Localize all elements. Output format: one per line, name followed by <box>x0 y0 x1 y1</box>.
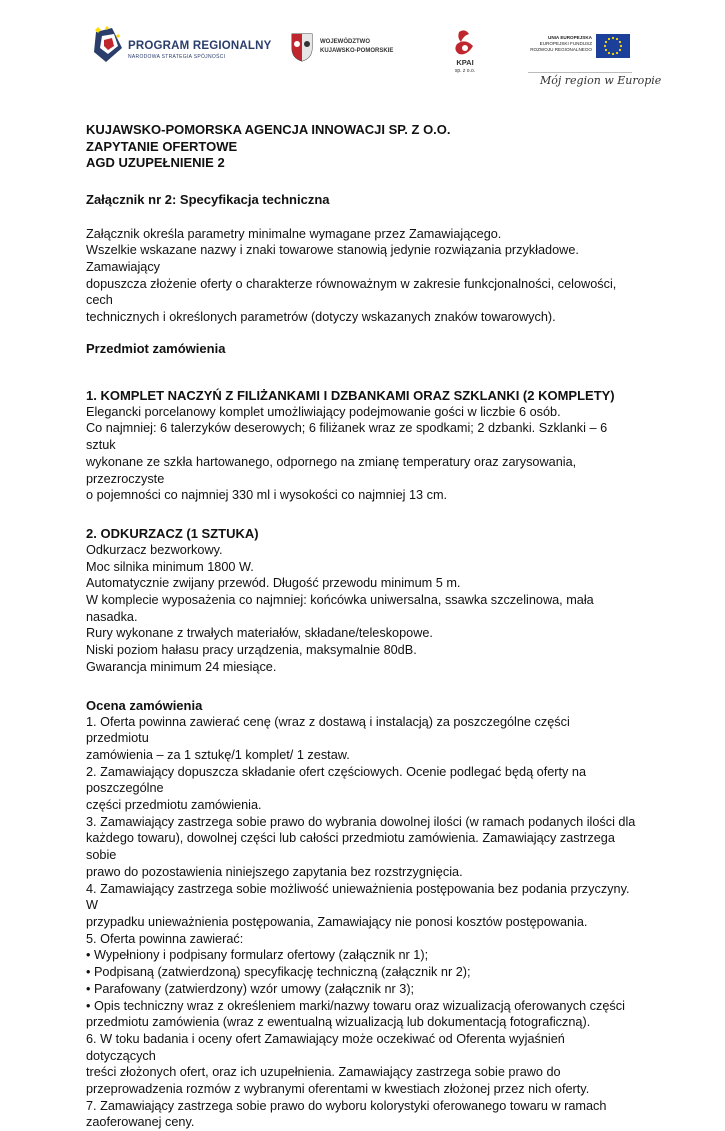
program-title: PROGRAM REGIONALNY <box>128 40 272 52</box>
item2-line: Moc silnika minimum 1800 W. <box>86 559 254 574</box>
wojewodztwo-line1: WOJEWÓDZTWO <box>320 39 370 45</box>
evaluation-line: 5. Oferta powinna zawierać: <box>86 931 244 946</box>
item1-heading: 1. KOMPLET NACZYŃ Z FILIŻANKAMI I DZBANKAMI ORAZ SZKLANKI (2 KOMPLETY) <box>86 387 615 403</box>
item2-line: Gwarancja minimum 24 miesiące. <box>86 659 277 674</box>
evaluation-line: 7. Zamawiający zastrzega sobie prawo do wyboru kolorystyki oferowanego towaru w ramach <box>86 1098 607 1113</box>
ue-line2: EUROPEJSKI FUNDUSZ <box>539 41 592 46</box>
evaluation-line: części przedmiotu zamówienia. <box>86 798 262 813</box>
program-subtitle: NARODOWA STRATEGIA SPÓJNOŚCI <box>128 54 226 60</box>
evaluation-line: prawo do pozostawienia niniejszego zapytania bez rozstrzygnięcia. <box>86 864 463 879</box>
program-regionalny-logo <box>92 26 272 66</box>
item2-section <box>86 526 636 676</box>
evaluation-bullet-line: • Podpisaną (zatwierdzoną) specyfikację techniczną (załącznik nr 2); <box>86 964 636 981</box>
document-content <box>86 118 636 1131</box>
document-header <box>86 122 636 172</box>
evaluation-section <box>86 698 636 1131</box>
evaluation-bullet-line: • Wypełniony i podpisany formularz ofertowy (załącznik nr 1); <box>86 947 636 964</box>
item1-line: o pojemności co najmniej 330 ml i wysokości co najmniej 13 cm. <box>86 488 448 503</box>
ue-line3: ROZWOJU REGIONALNEGO <box>530 47 592 52</box>
wojewodztwo-text <box>320 38 393 56</box>
evaluation-line: przypadku unieważnienia postępowania, Zamawiający nie ponosi kosztów postępowania. <box>86 915 588 929</box>
subtitle-line: AGD UZUPEŁNIENIE 2 <box>86 155 225 170</box>
unia-europejska-logo <box>528 34 662 94</box>
ue-divider <box>528 72 632 73</box>
item1-line: Elegancki porcelanowy komplet umożliwiający podejmowanie gości w liczbie 6 osób. <box>86 404 561 419</box>
evaluation-bullet-line: • Opis techniczny wraz z określeniem marki/nazwy towaru oraz wizualizacją oferowanych części <box>86 998 636 1015</box>
item2-line: W komplecie wyposażenia co najmniej: końcówka uniwersalna, ssawka szczelinowa, mała nasadka. <box>86 593 594 624</box>
item2-line: Odkurzacz bezworkowy. <box>86 542 223 557</box>
title-line: ZAPYTANIE OFERTOWE <box>86 138 238 154</box>
evaluation-line: każdego towaru), dowolnej części lub całości przedmiotu zamówienia. Zamawiający zastrzega sobie <box>86 831 615 863</box>
item2-line: Automatycznie zwijany przewód. Długość przewodu minimum 5 m. <box>86 576 461 591</box>
evaluation-bullet-line: • Parafowany (zatwierdzony) wzór umowy (załącznik nr 3); <box>86 981 636 998</box>
item2-line: Rury wykonane z trwałych materiałów, składane/teleskopowe. <box>86 626 433 641</box>
evaluation-line: zaoferowanej ceny. <box>86 1115 195 1130</box>
evaluation-line: 2. Zamawiający dopuszcza składanie ofert częściowych. Ocenie podlegać będą oferty na poszczególne <box>86 764 587 796</box>
kpai-name: KPAI <box>456 58 474 67</box>
wojewodztwo-logo <box>290 32 420 66</box>
item1-line: wykonane ze szkła hartowanego, odpornego na zmianę temperatury oraz zarysowania, przezroczyste <box>86 454 577 486</box>
evaluation-line: 3. Zamawiający zastrzega sobie prawo do wybrania dowolnej ilości (w ramach podanych ilości dla <box>86 814 636 829</box>
subject-heading: Przedmiot zamówienia <box>86 340 226 356</box>
ue-line1: UNIA EUROPEJSKA <box>548 35 592 40</box>
org-line: KUJAWSKO-POMORSKA AGENCJA INNOWACJI SP. Z O.O. <box>86 122 451 137</box>
evaluation-line: 1. Oferta powinna zawierać cenę (wraz z dostawą i instalacją) za poszczególne części przedmiotu <box>86 714 570 746</box>
item1-section <box>86 388 636 504</box>
program-regionalny-emblem-icon <box>92 26 126 66</box>
evaluation-line: treści złożonych ofert, oraz ich uzupełnienia. Zamawiający zastrzega sobie prawo do <box>86 1065 561 1080</box>
intro-line: Wszelkie wskazane nazwy i znaki towarowe stanowią jedynie rozwiązania przykładowe. Zamawiający <box>86 243 579 274</box>
kpai-suffix: sp. z o.o. <box>454 68 476 74</box>
eu-flag-icon <box>596 34 630 58</box>
item2-heading: 2. ODKURZACZ (1 SZTUKA) <box>86 525 259 541</box>
wojewodztwo-line2: KUJAWSKO-POMORSKIE <box>320 48 394 54</box>
attachment-heading: Załącznik nr 2: Specyfikacja techniczna <box>86 191 330 207</box>
evaluation-lines <box>86 714 636 1131</box>
header-logos <box>0 0 725 100</box>
wojewodztwo-crest-icon <box>290 32 314 62</box>
evaluation-line: przeprowadzenia rozmów z wybranymi oferentami w kwestiach złożonej przez nich oferty. <box>86 1082 590 1097</box>
evaluation-line: 6. W toku badania i oceny ofert Zamawiający może oczekiwać od Oferenta wyjaśnień dotyczących <box>86 1031 565 1063</box>
kpai-emblem-icon <box>445 28 485 58</box>
intro-line: dopuszcza złożenie oferty o charakterze równoważnym w zakresie funkcjonalności, celowości, cech <box>86 276 617 308</box>
evaluation-line: zamówienia – za 1 sztukę/1 komplet/ 1 zestaw. <box>86 747 350 762</box>
intro-line: Załącznik określa parametry minimalne wymagane przez Zamawiającego. <box>86 226 502 241</box>
kpai-logo <box>445 28 485 78</box>
evaluation-line: 4. Zamawiający zastrzega sobie możliwość unieważnienia postępowania bez podania przyczyny. W <box>86 881 630 913</box>
evaluation-line: przedmiotu zamówienia (wraz z ewentualną wizualizacją lub dokumentacją fotograficzną). <box>86 1015 591 1030</box>
intro-paragraph <box>86 226 636 326</box>
item2-line: Niski poziom hałasu pracy urządzenia, maksymalnie 80dB. <box>86 643 417 658</box>
ue-text <box>528 35 592 53</box>
item1-line: Co najmniej: 6 talerzyków deserowych; 6 filiżanek wraz ze spodkami; 2 dzbanki. Szklanki – 6 sztuk <box>86 421 608 453</box>
ue-slogan: Mój region w Europie <box>540 74 662 87</box>
evaluation-heading: Ocena zamówienia <box>86 697 203 713</box>
intro-line: technicznych i określonych parametrów (dotyczy wskazanych znaków towarowych). <box>86 310 556 325</box>
